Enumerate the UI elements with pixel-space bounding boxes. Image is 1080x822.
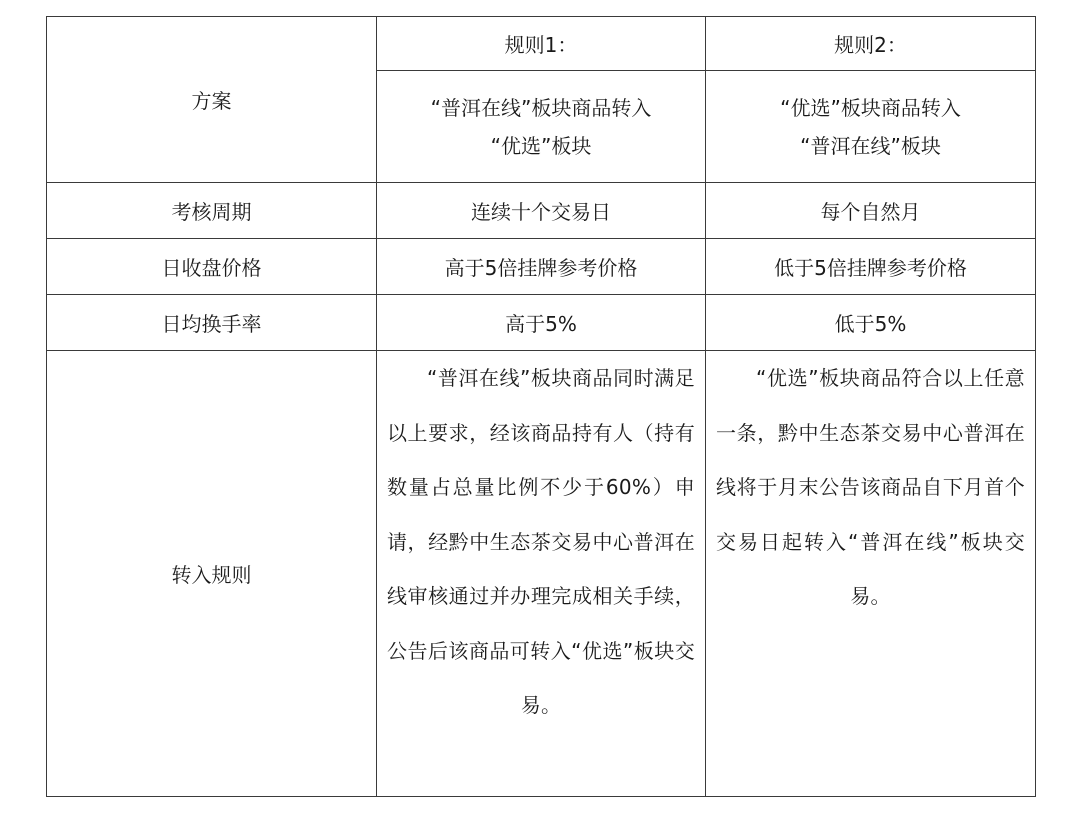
row-rule1-value: 高于5% <box>377 295 706 351</box>
transfer-rule1-cell <box>377 351 706 797</box>
transfer-rule-label: 转入规则 <box>47 351 377 797</box>
rule2-title: 规则2： <box>834 33 907 57</box>
rules-table <box>46 16 1036 797</box>
rule1-desc-cell <box>377 71 706 183</box>
rule1-desc-line: “普洱在线”板块商品转入 <box>430 95 652 120</box>
scheme-label-cell <box>47 17 377 183</box>
rule2-desc-cell <box>706 71 1036 183</box>
table-row <box>47 183 1036 239</box>
transfer-rule2-cell <box>706 351 1036 797</box>
row-rule2-value: 低于5倍挂牌参考价格 <box>706 239 1036 295</box>
rule1-title-cell <box>377 17 706 71</box>
rule1-title: 规则1： <box>504 33 578 57</box>
row-label: 日收盘价格 <box>47 239 377 295</box>
rule1-desc-line: “优选”板块 <box>490 133 592 158</box>
rule2-desc-line: “优选”板块商品转入 <box>780 95 961 120</box>
rule2-title-cell <box>706 17 1036 71</box>
table-row <box>47 239 1036 295</box>
table-row <box>47 295 1036 351</box>
transfer-rule1-text: “普洱在线”板块商品同时满足以上要求，经该商品持有人（持有数量占总量比例不少于60%）申请，经黔中生态茶交易中心普洱在线审核通过并办理完成相关手续，公告后该商品可转入“优选”板块交易。 <box>387 366 695 717</box>
row-label: 日均换手率 <box>47 295 377 351</box>
transfer-rule2-text: “优选”板块商品符合以上任意一条，黔中生态茶交易中心普洱在线将于月末公告该商品自下月首个交易日起转入“普洱在线”板块交易。 <box>716 366 1025 608</box>
row-rule2-value: 每个自然月 <box>706 183 1036 239</box>
rule2-desc-line: “普洱在线”板块 <box>800 133 941 158</box>
scheme-label: 方案 <box>191 89 232 113</box>
row-rule2-value: 低于5% <box>706 295 1036 351</box>
row-label: 考核周期 <box>47 183 377 239</box>
row-rule1-value: 连续十个交易日 <box>377 183 706 239</box>
row-rule1-value: 高于5倍挂牌参考价格 <box>377 239 706 295</box>
header-row-titles <box>47 17 1036 71</box>
transfer-rule-row <box>47 351 1036 797</box>
